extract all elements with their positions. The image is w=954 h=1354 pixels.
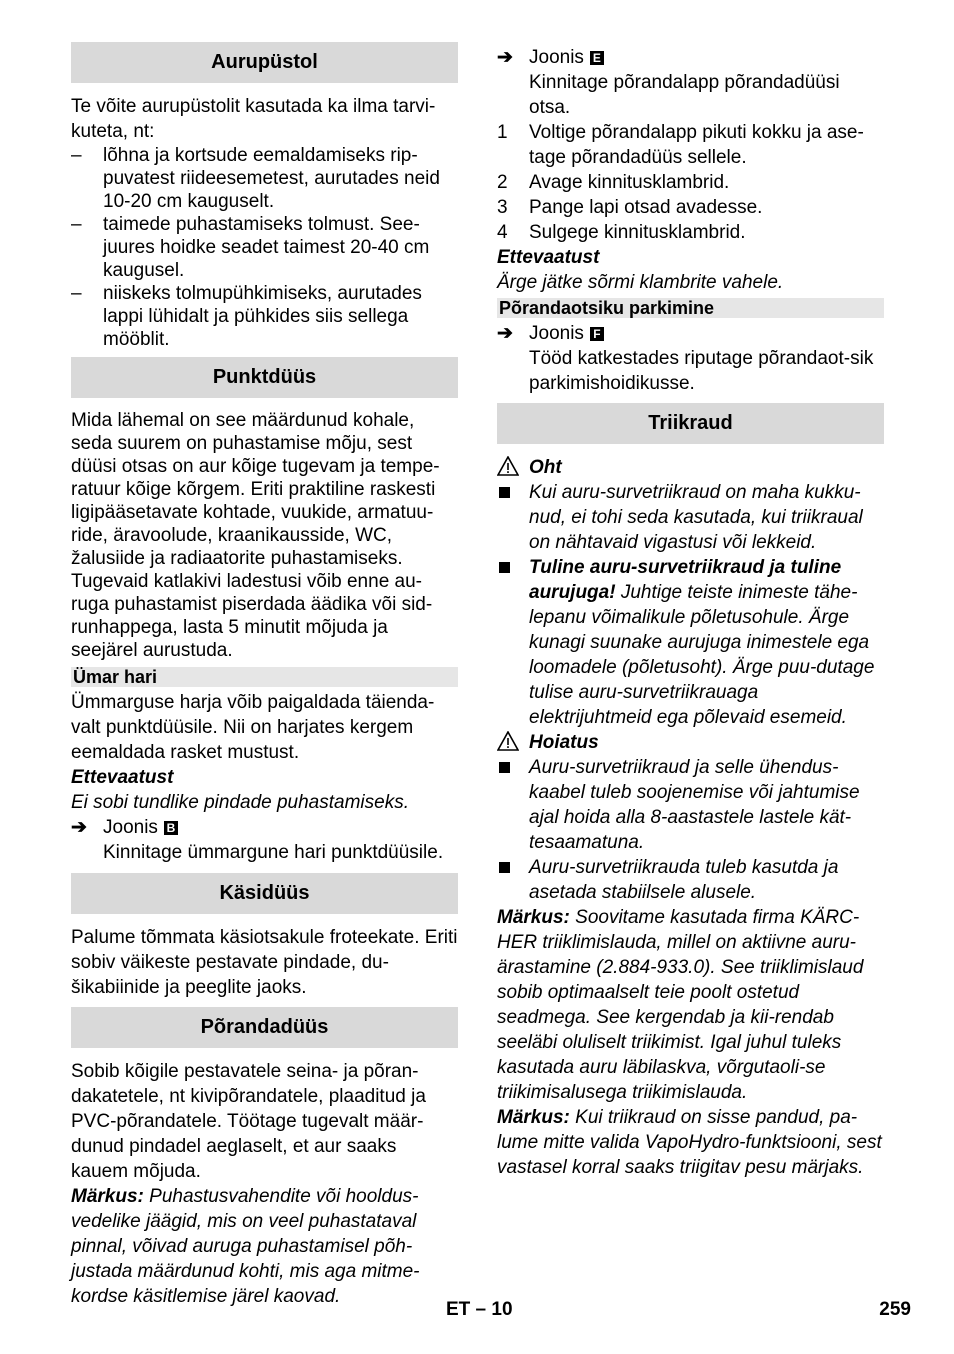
caution-text: Ei sobi tundlike pindade puhastamiseks. [71,792,409,813]
section-heading-porandaduus: Põrandadüüs [71,1007,458,1048]
triikraud-note-1 [497,905,884,1105]
note-text: Puhastusvahendite või hooldus-vedelike jäägid, mis on veel puhastataval pinnal, võivad auruga puhastamisel põh-justada määrdunud kohti, mis aga mitme-kordse käsitlemise järel kaovad. [71,1186,420,1307]
danger-label: Oht [529,457,562,478]
warning-item-text: Auru-survetriikraud ja selle ühendus-kaabel tuleb soojenemise või jahtumise ajal hoida alla 8-aastastele lastele kät-tesaamatuna. [529,757,860,853]
warning-heading [497,730,884,755]
figure-label: Joonis [103,817,158,838]
warning-item [497,755,884,855]
kasiduus-body: Palume tõmmata käsiotsakule froteekate. Eriti sobiv väikeste pestavate pindade, du-šikabiinide ja peeglite jaoks. [71,927,458,998]
figure-reference [71,815,458,840]
step-item [497,220,884,245]
warning-item-text: Auru-survetriikrauda tuleb kasutda ja asetada stabiilsele alusele. [529,857,839,903]
page-number: 259 [879,1299,911,1320]
section-heading-aurupustol: Aurupüstol [71,42,458,83]
caution-label: Ettevaatust [71,767,174,788]
arrow-right-icon: ➔ [497,323,513,344]
dash-marker: – [71,214,82,235]
punktduus-body: Mida lähemal on see määrdunud kohale, seda suurem on puhastamise mõju, sest düüsi otsas on aur kõige tugevam ja tempe-ratuur kõige kõrgem. Eriti praktiline raskesti ligipääsetavate kohtade, vuukide, armatuu-ride, äravoolude, kraanikausside, WC, žalusiide ja radiaatorite puhastamiseks. Tugevaid katlakivi ladestusi võib enne au-ruga puhastamist piserdada äädika või sid-runhappega, lasta 5 minutit mõjuda ja seejärel aurustuda. [71,410,440,661]
step-text: Pange lapi otsad avadesse. [529,197,763,218]
caution-label: Ettevaatust [497,247,600,268]
bullet-square-icon [499,762,510,773]
figure-tag: F [590,327,604,341]
step-number: 2 [497,172,508,193]
warning-label: Hoiatus [529,732,599,753]
note-text: Soovitame kasutada firma KÄRC-HER triiklimislauda, millel on aktiivne auru-ärastamine (2.884-933.0). See triiklimislaud sobib optimaalselt teie poolt ostetud seadmega. See kergendab ja kii-rendab seeläbi oluliselt triikimist. Igal juhul tuleks kasutada auru läbilaskva, võrgutaoli-se triikimisalusega triikimislauda. [497,907,864,1103]
bullet-square-icon [499,487,510,498]
list-item [71,213,458,282]
footer-section-label: ET – 10 [446,1299,513,1320]
figure-instruction [71,840,458,865]
dash-marker: – [71,283,82,304]
danger-item-bold: Tuline auru-survetriikraud ja tuline aurujuga! [529,557,842,603]
aurupustol-intro: Te võite aurupüstolit kasutada ka ilma tarvi-kuteta, nt: [71,96,436,142]
arrow-right-icon: ➔ [497,47,513,68]
arrow-right-icon: ➔ [71,817,87,838]
step-item [497,170,884,195]
figure-reference [497,45,884,70]
figure-label: Joonis [529,323,584,344]
figure-text: Kinnitage ümmargune hari punktdüüsile. [103,842,444,863]
list-item [71,282,458,351]
subheading-parkimine: Põrandaotsiku parkimine [497,298,884,318]
step-item [497,120,884,170]
step-number: 1 [497,122,508,143]
step-text: Avage kinnitusklambrid. [529,172,730,193]
subheading-umar-hari: Ümar hari [71,667,458,687]
figure-tag: E [590,51,604,65]
bullet-square-icon [499,562,510,573]
note-label: Märkus: [497,907,570,928]
figure-instruction [497,70,884,120]
note-label: Märkus: [497,1107,570,1128]
note-text: Kui triikraud on sisse pandud, pa-lume mitte valida VapoHydro-funktsiooni, sest vastasel korral saaks triigitav pesu märjaks. [497,1107,882,1178]
figure-label: Joonis [529,47,584,68]
danger-heading [497,455,884,480]
warning-triangle-icon [497,455,529,480]
step-item [497,195,884,220]
figure-tag: B [164,821,178,835]
warning-triangle-icon [497,730,529,755]
step-number: 4 [497,222,508,243]
warning-item [497,855,884,905]
danger-item-text: Juhtige teiste inimeste tähe-lepanu võimalikule põletusohule. Ärge kunagi suunake aurujuga inimestele ega loomadele (põletusoht). Ärge puu-dutage tulise auru-survetriikrauaga elektrijuhtmeid ega põlevaid esemeid. [529,582,875,728]
figure-reference [497,321,884,346]
dash-marker: – [71,145,82,166]
figure-text: Tööd katkestades riputage põrandaot-sik parkimishoidikusse. [529,348,874,394]
umar-hari-body: Ümmarguse harja võib paigaldada täienda-valt punktdüüsile. Nii on harjates kergem eemaldada rasket mustust. [71,692,435,763]
section-heading-punktduus: Punktdüüs [71,357,458,398]
caution-text: Ärge jätke sõrmi klambrite vahele. [497,272,784,293]
section-heading-triikraud: Triikraud [497,403,884,444]
list-item-text: taimede puhastamiseks tolmust. See-juures hoidke seadet taimest 20-40 cm kaugusel. [103,214,430,281]
danger-item [497,480,884,555]
right-column [497,45,884,1180]
bullet-square-icon [499,862,510,873]
left-column [71,42,458,1309]
figure-text: Kinnitage põrandalapp põrandadüüsi otsa. [529,72,840,118]
porandaduus-body: Sobib kõigile pestavatele seina- ja põran-dakatetele, nt kivipõrandatele, plaaditud ja PVC-põrandatele. Töötage tugevalt määr-dunud pindadel aeglaselt, et aur saaks kauem mõjuda. [71,1061,426,1182]
step-text: Voltige põrandalapp pikuti kokku ja ase-tage põrandadüüs sellele. [529,122,864,168]
list-item-text: niiskeks tolmupühkimiseks, aurutades lappi lühidalt ja pühkides siis sellega mööblit. [103,283,422,350]
list-item [71,144,458,213]
triikraud-note-2 [497,1105,884,1180]
note-label: Märkus: [71,1186,144,1207]
figure-instruction [497,346,884,396]
step-text: Sulgege kinnitusklambrid. [529,222,746,243]
step-number: 3 [497,197,508,218]
porandaduus-note [71,1184,458,1309]
section-heading-kasiduus: Käsidüüs [71,873,458,914]
danger-item [497,555,884,730]
list-item-text: lõhna ja kortsude eemaldamiseks rip-puvatest riideesemetest, aurutades neid 10-20 cm kauguselt. [103,145,440,212]
danger-item-text: Kui auru-survetriikraud on maha kukku-nud, ei tohi seda kasutada, kui triikraual on nähtavaid vigastusi või lekkeid. [529,482,863,553]
